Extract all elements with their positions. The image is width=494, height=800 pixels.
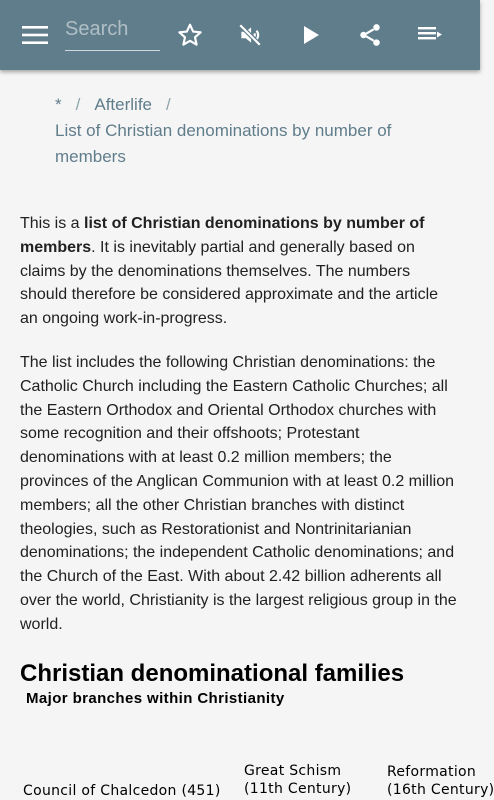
figure-label-reformation-date: (16th Century) [387, 782, 494, 798]
list-icon[interactable] [414, 19, 446, 51]
figure-label-chalcedon: Council of Chalcedon (451) [23, 783, 221, 799]
intro-text-prefix: This is a [20, 215, 85, 232]
star-icon[interactable] [174, 19, 206, 51]
figure-caption: Major branches within Christianity [26, 690, 285, 707]
breadcrumb-separator: / [166, 95, 171, 114]
menu-icon[interactable] [19, 19, 51, 51]
search-input[interactable] [65, 12, 160, 46]
figure-label-great-schism-date: (11th Century) [244, 781, 352, 797]
search-box[interactable] [65, 12, 160, 51]
breadcrumb-item-home[interactable]: * [55, 95, 62, 114]
breadcrumb [55, 92, 455, 170]
section-heading: Christian denominational families [20, 660, 405, 687]
app-toolbar [0, 0, 480, 70]
intro-paragraph [20, 212, 460, 331]
intro-bold-term: list of Christian denominations by number of members [20, 215, 425, 256]
breadcrumb-item-afterlife[interactable]: Afterlife [94, 95, 152, 114]
scope-paragraph: The list includes the following Christian denominations: the Catholic Church including the Eastern Catholic Churches; all the Eastern Orthodox and Oriental Orthodox churches with some recognition and their offshoots; Protestant denominations with at least 0.2 million members; the provinces of the Anglican Communion with at least 0.2 million members; all the other Christian branches with distinct theologies, such as Restorationist and Nontrinitarianian denominations; the independent Catholic denominations; and the Church of the East. With about 2.42 billion adherents all over the world, Christianity is the largest religious group in the world. [20, 354, 457, 633]
share-icon[interactable] [354, 19, 386, 51]
breadcrumb-current-page: List of Christian denominations by number of members [55, 121, 392, 166]
figure-label-reformation: Reformation [387, 764, 477, 780]
figure-label-great-schism: Great Schism [244, 763, 342, 779]
breadcrumb-separator: / [75, 95, 81, 114]
intro-text-suffix: . It is inevitably partial and generally based on claims by the denominations themselves. The numbers should therefore be considered approximate and the article an ongoing work-in-progress. [20, 238, 439, 328]
volume-off-icon[interactable] [234, 19, 266, 51]
play-icon[interactable] [295, 19, 327, 51]
